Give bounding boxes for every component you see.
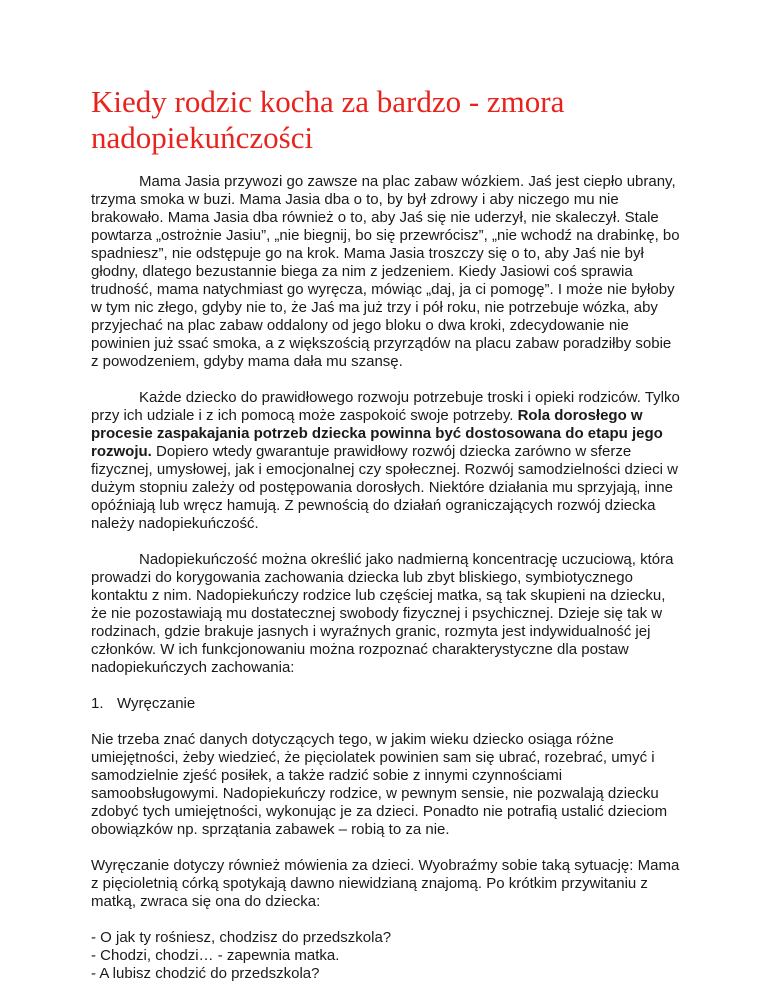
paragraph-5: Wyręczanie dotyczy również mówienia za dzieci. Wyobraźmy sobie taką sytuację: Mama z pięcioletnią córką spotykają dawno niewidzianą znajomą. Po krótkim przywitaniu z matką, zwraca się ona do dziecka: — [91, 857, 680, 910]
document-title: Kiedy rodzic kocha za bardzo - zmora nadopiekuńczości — [91, 84, 565, 155]
paragraph-2-text-after: Dopiero wtedy gwarantuje prawidłowy rozwój dziecka zarówno w sferze fizycznej, umysłowej, jak i emocjonalnej czy społecznej. Rozwój samodzielności dzieci w dużym stopniu zależy od postępowania dorosłych. Niektóre działania mu sprzyjają, inne opóźniają lub wręcz hamują. Z pewnością do działań ograniczających rozwój dziecka należy nadopiekuńczość. — [91, 443, 678, 532]
paragraph-4: Nie trzeba znać danych dotyczących tego, w jakim wieku dziecko osiąga różne umiejętności, żeby wiedzieć, że pięciolatek powinien sam się ubrać, rozebrać, umyć i samodzielnie zjeść posiłek, a także radzić sobie z innymi czynnościami samoobsługowymi. Nadopiekuńczy rodzice, w pewnym sensie, nie pozwalają dziecku zdobyć tych umiejętności, wykonując je za dzieci. Ponadto nie potrafią ustalić dzieciom obowiązków np. sprzątania zabawek – robią to za nie. — [91, 731, 668, 838]
paragraph-1: Mama Jasia przywozi go zawsze na plac zabaw wózkiem. Jaś jest ciepło ubrany, trzyma smoka w buzi. Mama Jasia dba o to, by był zdrowy i aby niczego mu nie brakowało. Mama Jasia dba również o to, aby Jaś się nie uderzył, nie skaleczył. Stale powtarza „ostrożnie Jasiu”, „nie biegnij, bo się przewrócisz”, „nie wchodź na drabinkę, bo spadniesz”, nie odstępuje go na krok. Mama Jasia troszczy się o to, aby Jaś nie był głodny, dlatego bezustannie biega za nim z jedzeniem. Kiedy Jasiowi coś sprawia trudność, mama natychmiast go wyręcza, mówiąc „daj, ja ci pomogę”. I może nie byłoby w tym nic złego, gdyby nie to, że Jaś ma już trzy i pół roku, nie potrzebuje wózka, aby przyjechać na plac zabaw oddalony od jego bloku o dwa kroki, zdecydowanie nie powinien już ssać smoka, a z większością przyrządów na placu zabaw poradziłby sobie z powodzeniem, gdyby mama dała mu szansę. — [91, 173, 680, 370]
paragraph-2 — [91, 389, 681, 533]
dialog-line: - Chodzi, chodzi… - zapewnia matka. — [91, 947, 340, 964]
list-item-number: 1. — [91, 695, 104, 712]
paragraph-2-bold-text: Rola dorosłego w procesie zaspakajania potrzeb dziecka powinna być dostosowana do etapu jego rozwoju. — [91, 407, 663, 460]
dialog-line: - A lubisz chodzić do przedszkola? — [91, 965, 320, 982]
paragraph-3: Nadopiekuńczość można określić jako nadmierną koncentrację uczuciową, która prowadzi do korygowania zachowania dziecka lub zbyt bliskiego, symbiotycznego kontaktu z nim. Nadopiekuńczy rodzice lub częściej matka, są tak skupieni na dziecku, że nie pozostawiają mu dostatecznej swobody fizycznej i psychicznej. Dzieje się tak w rodzinach, gdzie brakuje jasnych i wyraźnych granic, rozmyta jest indywidualność jej członków. W ich funkcjonowaniu można rozpoznać charakterystyczne dla postaw nadopiekuńczych zachowania: — [91, 551, 674, 676]
dialog-line: - O jak ty rośniesz, chodzisz do przedszkola? — [91, 929, 392, 946]
paragraph-2-text-before: Każde dziecko do prawidłowego rozwoju potrzebuje troski i opieki rodziców. Tylko przy ich udziale i z ich pomocą może zaspokoić swoje potrzeby. — [91, 389, 680, 424]
list-item-1 — [91, 695, 681, 713]
list-item-text: Wyręczanie — [117, 695, 196, 712]
dialog — [91, 929, 681, 983]
document-page — [91, 84, 681, 983]
